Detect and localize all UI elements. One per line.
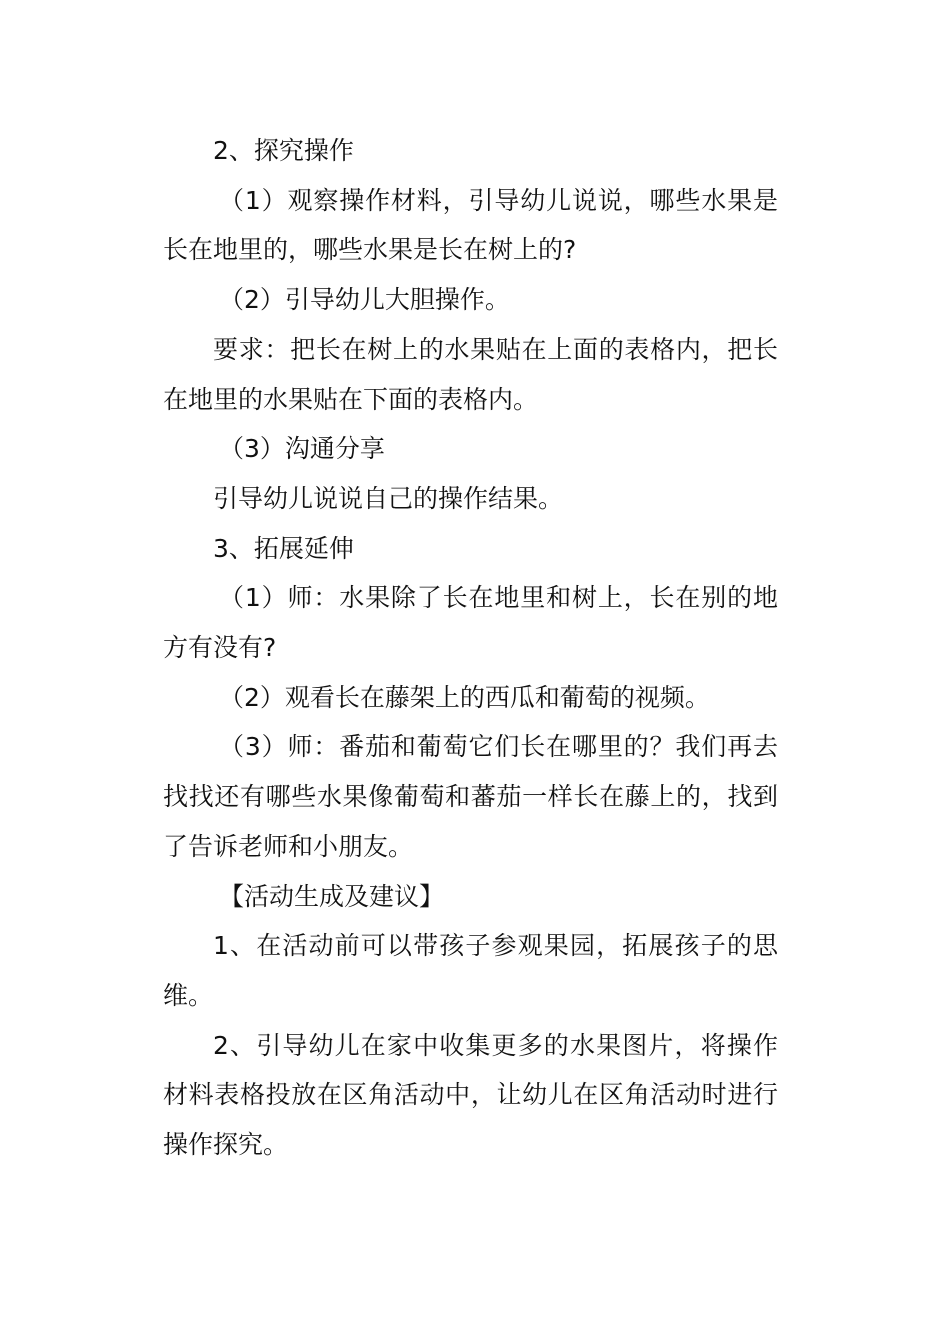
paragraph-teacher-question-1: （1）师：水果除了长在地里和树上，长在别的地方有没有? [163, 583, 778, 663]
paragraph-share-results: 引导幼儿说说自己的操作结果。 [213, 483, 564, 513]
paragraph-observe-materials: （1）观察操作材料，引导幼儿说说，哪些水果是长在地里的，哪些水果是长在树上的? [163, 185, 778, 265]
section-heading-suggestions: 【活动生成及建议】 [219, 881, 445, 911]
section-heading-extension: 3、拓展延伸 [213, 533, 354, 563]
paragraph-suggestion-2: 2、引导幼儿在家中收集更多的水果图片，将操作材料表格投放在区角活动中，让幼儿在区角活动时进行操作探究。 [163, 1030, 778, 1160]
paragraph-requirements: 要求：把长在树上的水果贴在上面的表格内，把长在地里的水果贴在下面的表格内。 [163, 334, 778, 414]
paragraph-suggestion-1: 1、在活动前可以带孩子参观果园，拓展孩子的思维。 [163, 931, 778, 1010]
document-body [163, 126, 778, 1170]
paragraph-communicate-share: （3）沟通分享 [219, 434, 385, 464]
section-heading-explore: 2、探究操作 [213, 136, 354, 165]
paragraph-guide-operation: （2）引导幼儿大胆操作。 [219, 285, 510, 315]
paragraph-teacher-question-2: （3）师：番茄和葡萄它们长在哪里的？我们再去找找还有哪些水果像葡萄和蕃茄一样长在藤上的，找到了告诉老师和小朋友。 [163, 732, 778, 861]
paragraph-watch-video: （2）观看长在藤架上的西瓜和葡萄的视频。 [219, 682, 710, 712]
